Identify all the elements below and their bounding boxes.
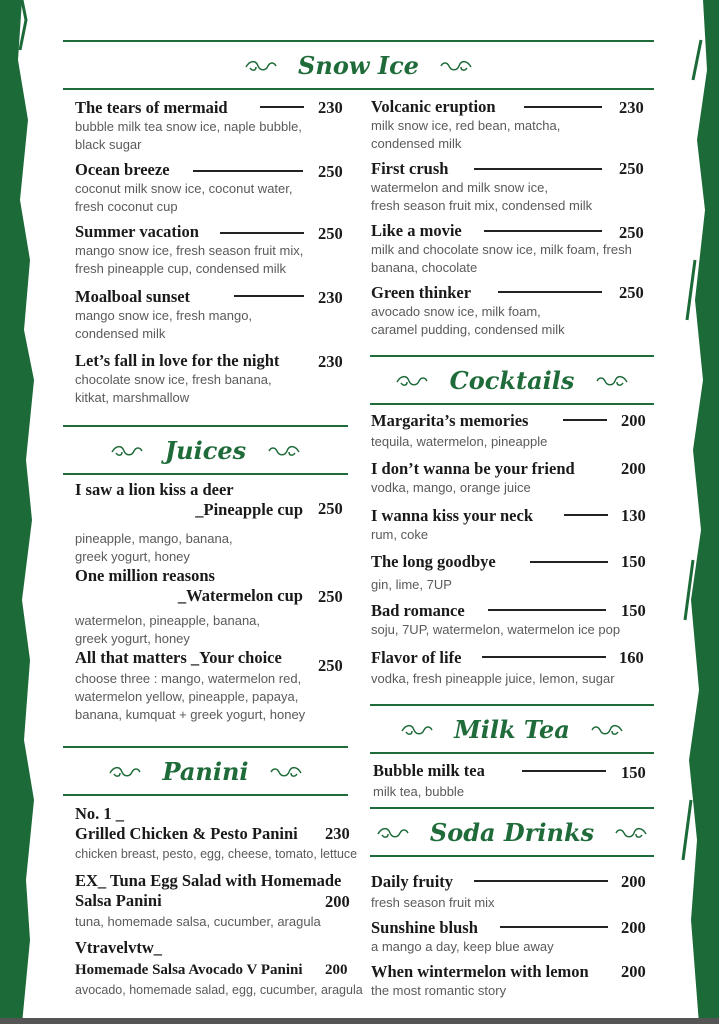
item-name: Green thinker bbox=[371, 283, 472, 302]
section-header-juices bbox=[63, 425, 348, 475]
swirl-ornament-icon bbox=[376, 825, 410, 841]
leader-line bbox=[260, 106, 304, 108]
swirl-ornament-icon bbox=[595, 373, 629, 389]
menu-item bbox=[75, 287, 252, 343]
item-desc: bubble milk tea snow ice, naple bubble, bbox=[75, 119, 302, 134]
leader-line bbox=[193, 170, 303, 172]
item-desc: milk tea, bubble bbox=[373, 784, 465, 799]
leader-line bbox=[474, 168, 602, 170]
item-price: 200 bbox=[621, 411, 646, 430]
menu-item bbox=[75, 938, 363, 999]
item-price: 230 bbox=[318, 352, 343, 371]
item-price: 200 bbox=[621, 918, 646, 937]
menu-item bbox=[371, 601, 620, 639]
left-brush-border bbox=[0, 0, 40, 1024]
item-price: 230 bbox=[318, 288, 343, 307]
item-desc: mango snow ice, fresh mango, bbox=[75, 308, 253, 323]
item-price: 150 bbox=[621, 601, 646, 620]
item-price: 250 bbox=[318, 162, 343, 181]
item-desc: tequila, watermelon, pineapple bbox=[371, 434, 548, 449]
leader-line bbox=[484, 230, 602, 232]
item-price: 200 bbox=[325, 962, 348, 978]
item-name: I wanna kiss your neck bbox=[371, 506, 533, 525]
item-desc: tuna, homemade salsa, cucumber, aragula bbox=[75, 914, 321, 929]
item-name: I saw a lion kiss a deer bbox=[75, 480, 234, 499]
section-title: Cocktails bbox=[449, 366, 575, 395]
item-desc: vodka, fresh pineapple juice, lemon, sugar bbox=[371, 671, 615, 686]
item-desc: watermelon yellow, pineapple, papaya, bbox=[75, 689, 299, 704]
menu-item bbox=[75, 648, 305, 724]
menu-item bbox=[75, 351, 279, 407]
item-price: 230 bbox=[619, 98, 644, 117]
menu-item bbox=[75, 160, 293, 216]
section-header-soda-drinks bbox=[370, 807, 654, 857]
item-desc: avocado snow ice, milk foam, bbox=[371, 304, 541, 319]
item-desc: chocolate snow ice, fresh banana, bbox=[75, 372, 272, 387]
leader-line bbox=[500, 926, 608, 928]
menu-item bbox=[373, 761, 485, 801]
item-name: Let’s fall in love for the night bbox=[75, 351, 280, 370]
leader-line bbox=[563, 419, 607, 421]
item-desc: kitkat, marshmallow bbox=[75, 390, 190, 405]
menu-item bbox=[371, 411, 547, 451]
item-price: 130 bbox=[621, 506, 646, 525]
section-title: Panini bbox=[162, 757, 249, 786]
menu-item bbox=[371, 459, 575, 497]
item-desc: coconut milk snow ice, coconut water, bbox=[75, 181, 293, 196]
menu-item bbox=[371, 962, 589, 1000]
item-desc: watermelon, pineapple, banana, bbox=[75, 613, 261, 628]
item-name: First crush bbox=[371, 159, 449, 178]
item-name: Volcanic eruption bbox=[371, 97, 496, 116]
leader-line bbox=[488, 609, 606, 611]
swirl-ornament-icon bbox=[269, 764, 303, 780]
item-price: 250 bbox=[318, 499, 343, 518]
item-desc: greek yogurt, honey bbox=[75, 631, 190, 646]
item-desc: banana, chocolate bbox=[371, 260, 478, 275]
item-name: Margarita’s memories bbox=[371, 411, 529, 430]
item-name-variant: _Watermelon cup bbox=[177, 586, 303, 605]
section-title: Juices bbox=[164, 436, 247, 465]
item-price: 250 bbox=[318, 224, 343, 243]
item-desc: caramel pudding, condensed milk bbox=[371, 322, 565, 337]
section-title: Soda Drinks bbox=[429, 818, 595, 847]
leader-line bbox=[482, 656, 606, 658]
item-name: Moalboal sunset bbox=[75, 287, 191, 306]
menu-item bbox=[75, 566, 335, 648]
item-desc: condensed milk bbox=[371, 136, 462, 151]
item-name: I don’t wanna be your friend bbox=[371, 459, 575, 478]
item-desc: vodka, mango, orange juice bbox=[371, 480, 531, 495]
item-price: 250 bbox=[619, 223, 644, 242]
leader-line bbox=[474, 880, 608, 882]
leader-line bbox=[234, 295, 304, 297]
swirl-ornament-icon bbox=[400, 722, 434, 738]
item-price: 160 bbox=[619, 648, 644, 667]
menu-item bbox=[75, 804, 357, 863]
item-desc: fresh pineapple cup, condensed milk bbox=[75, 261, 287, 276]
item-price: 200 bbox=[621, 459, 646, 478]
item-name: EX_ Tuna Egg Salad with Homemade bbox=[75, 871, 342, 890]
item-desc: the most romantic story bbox=[371, 983, 507, 998]
leader-line bbox=[498, 291, 602, 293]
item-desc: fresh season fruit mix bbox=[371, 895, 495, 910]
menu-item bbox=[75, 480, 335, 566]
item-price: 150 bbox=[621, 763, 646, 782]
menu-item bbox=[371, 918, 554, 956]
section-title: Milk Tea bbox=[454, 715, 570, 744]
leader-line bbox=[564, 514, 608, 516]
item-desc: condensed milk bbox=[75, 326, 166, 341]
item-name: Bad romance bbox=[371, 601, 465, 620]
right-brush-border bbox=[681, 0, 719, 1024]
item-desc: pineapple, mango, banana, bbox=[75, 531, 233, 546]
item-desc: banana, kumquat + greek yogurt, honey bbox=[75, 707, 306, 722]
item-name: Vtravelvtw_ bbox=[75, 938, 163, 957]
swirl-ornament-icon bbox=[244, 58, 278, 74]
item-price: 250 bbox=[318, 656, 343, 675]
leader-line bbox=[530, 561, 608, 563]
item-price: 200 bbox=[325, 892, 350, 911]
item-desc: avocado, homemade salad, egg, cucumber, aragula bbox=[75, 983, 363, 997]
menu-item bbox=[371, 506, 533, 544]
item-name-variant: Homemade Salsa Avocado V Panini bbox=[75, 962, 303, 978]
item-desc: watermelon and milk snow ice, bbox=[371, 180, 549, 195]
item-name: Summer vacation bbox=[75, 222, 199, 241]
swirl-ornament-icon bbox=[395, 373, 429, 389]
swirl-ornament-icon bbox=[439, 58, 473, 74]
item-name: The long goodbye bbox=[371, 552, 496, 571]
item-desc: milk snow ice, red bean, matcha, bbox=[371, 118, 561, 133]
item-desc: greek yogurt, honey bbox=[75, 549, 190, 564]
swirl-ornament-icon bbox=[267, 443, 301, 459]
menu-item bbox=[371, 648, 615, 688]
item-price: 200 bbox=[621, 872, 646, 891]
item-desc: black sugar bbox=[75, 137, 142, 152]
item-name: Bubble milk tea bbox=[373, 761, 485, 780]
item-desc: a mango a day, keep blue away bbox=[371, 939, 554, 954]
item-name: No. 1 _ bbox=[75, 804, 125, 823]
section-header-milk-tea bbox=[370, 704, 654, 754]
item-desc: fresh season fruit mix, condensed milk bbox=[371, 198, 593, 213]
swirl-ornament-icon bbox=[108, 764, 142, 780]
item-price: 250 bbox=[619, 159, 644, 178]
item-name: Daily fruity bbox=[371, 872, 454, 891]
item-desc: rum, coke bbox=[371, 527, 429, 542]
item-desc: gin, lime, 7UP bbox=[371, 577, 452, 592]
item-name: All that matters _Your choice bbox=[75, 648, 282, 667]
item-price: 200 bbox=[621, 962, 646, 981]
menu-item bbox=[75, 222, 303, 278]
bottom-edge bbox=[0, 1018, 719, 1024]
item-name: Ocean breeze bbox=[75, 160, 170, 179]
menu-item bbox=[371, 872, 495, 912]
section-title: Snow Ice bbox=[298, 51, 419, 80]
item-desc: chicken breast, pesto, egg, cheese, tomato, lettuce bbox=[75, 847, 358, 861]
leader-line bbox=[524, 106, 602, 108]
item-price: 230 bbox=[318, 98, 343, 117]
item-price: 250 bbox=[318, 587, 343, 606]
swirl-ornament-icon bbox=[614, 825, 648, 841]
swirl-ornament-icon bbox=[590, 722, 624, 738]
item-desc: soju, 7UP, watermelon, watermelon ice pop bbox=[371, 622, 621, 637]
item-name-variant: _Pineapple cup bbox=[195, 500, 303, 519]
item-price: 150 bbox=[621, 552, 646, 571]
item-desc: choose three : mango, watermelon red, bbox=[75, 671, 302, 686]
leader-line bbox=[522, 770, 606, 772]
item-name: Sunshine blush bbox=[371, 918, 478, 937]
menu-item bbox=[371, 552, 496, 594]
item-name-variant: Grilled Chicken & Pesto Panini bbox=[75, 824, 298, 843]
item-desc: mango snow ice, fresh season fruit mix, bbox=[75, 243, 304, 258]
item-price: 250 bbox=[619, 283, 644, 302]
item-name: One million reasons bbox=[75, 566, 215, 585]
leader-line bbox=[220, 232, 304, 234]
item-desc: milk and chocolate snow ice, milk foam, fresh bbox=[371, 242, 632, 257]
section-header-cocktails bbox=[370, 355, 654, 405]
item-name: Flavor of life bbox=[371, 648, 462, 667]
item-name: Like a movie bbox=[371, 221, 462, 240]
item-name-variant: Salsa Panini bbox=[75, 891, 162, 910]
section-header-snow-ice bbox=[63, 40, 654, 90]
item-name: The tears of mermaid bbox=[75, 98, 228, 117]
section-header-panini bbox=[63, 746, 348, 796]
item-name: When wintermelon with lemon bbox=[371, 962, 589, 981]
item-desc: fresh coconut cup bbox=[75, 199, 178, 214]
swirl-ornament-icon bbox=[110, 443, 144, 459]
menu-item bbox=[75, 871, 341, 931]
item-price: 230 bbox=[325, 824, 350, 843]
